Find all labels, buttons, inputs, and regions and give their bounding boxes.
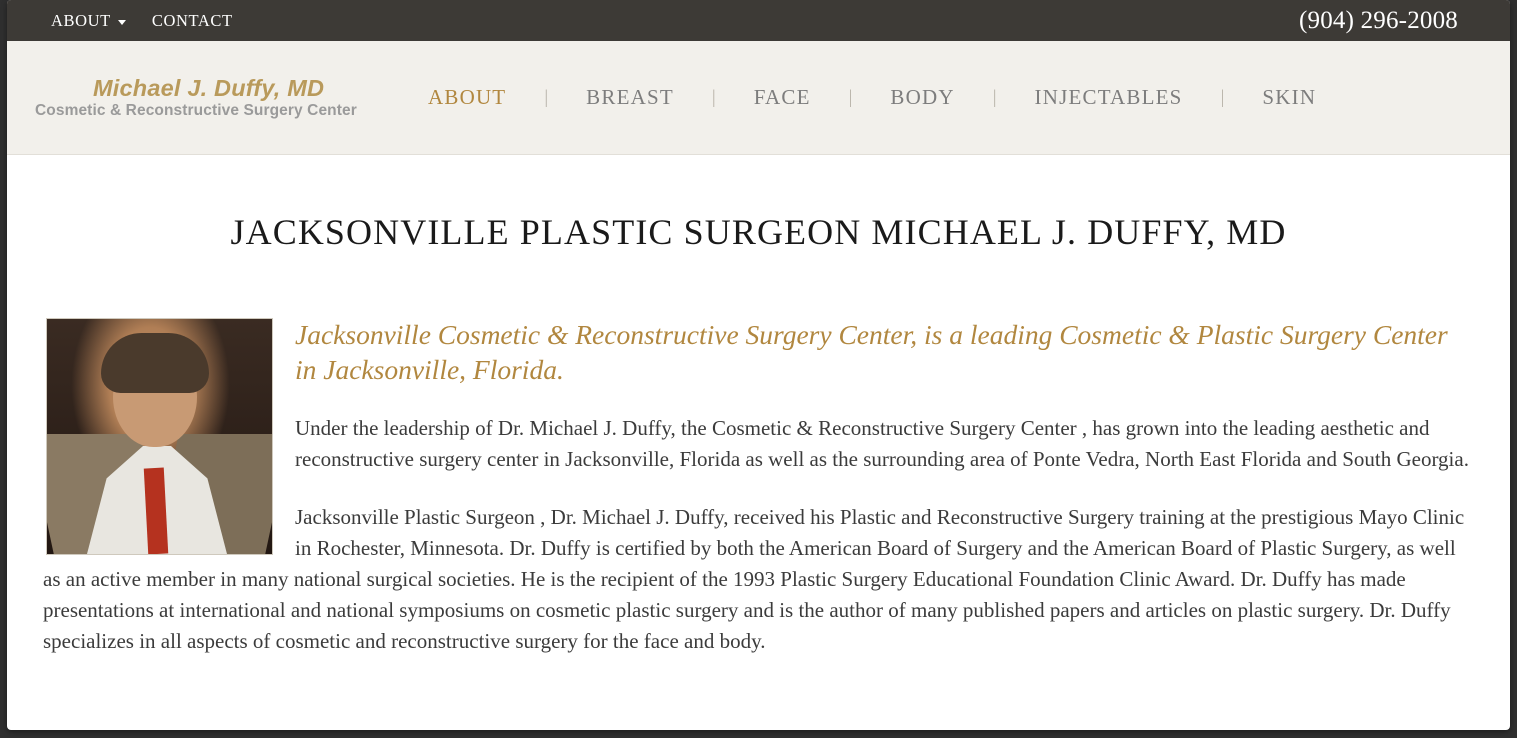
main-navigation — [426, 85, 1318, 110]
nav-item-face[interactable]: FACE — [753, 85, 811, 109]
utility-link-contact-label: CONTACT — [151, 10, 233, 30]
doctor-portrait-image — [46, 318, 273, 555]
body-paragraph-2: Jacksonville Plastic Surgeon , Dr. Michael J. Duffy, received his Plastic and Reconstructive Surgery training at the prestigious Mayo Clinic in Rochester, Minnesota. Dr. Duffy is certified by both the American Board of Surgery and the American Board of Plastic Surgery, as well as an active member in many national surgical societies. He is the recipient of the 1993 Plastic Surgery Educational Foundation Clinic Award. Dr. Duffy has made presentations at international and national symposiums on cosmetic plastic surgery and is the author of many published papers and articles on plastic surgery. Dr. Duffy specializes in all aspects of cosmetic and reconstructive surgery for the face and body. — [43, 504, 1465, 653]
logo-subtitle: Cosmetic & Reconstructive Surgery Center — [35, 101, 357, 119]
nav-separator: | — [711, 86, 716, 108]
nav-item-breast[interactable]: BREAST — [586, 85, 674, 109]
page-title: JACKSONVILLE PLASTIC SURGEON MICHAEL J. DUFFY, MD — [230, 212, 1287, 252]
nav-item-about[interactable]: ABOUT — [428, 85, 507, 109]
site-header — [7, 41, 1510, 155]
portrait-detail — [101, 333, 209, 393]
site-logo[interactable] — [35, 76, 380, 119]
utility-bar — [7, 0, 1510, 41]
utility-link-contact[interactable] — [152, 11, 233, 31]
utility-link-about-label: ABOUT — [51, 10, 111, 30]
phone-number[interactable]: (904) 296-2008 — [1298, 6, 1458, 34]
bio-section — [43, 317, 1474, 657]
utility-nav — [51, 11, 233, 31]
nav-separator: | — [1220, 86, 1225, 108]
logo-name: Michael J. Duffy, MD — [93, 75, 325, 102]
utility-link-about[interactable] — [51, 11, 126, 31]
website-page — [7, 0, 1510, 730]
nav-separator: | — [544, 86, 549, 108]
nav-item-injectables[interactable]: INJECTABLES — [1034, 85, 1183, 109]
body-paragraph-1: Under the leadership of Dr. Michael J. Duffy, the Cosmetic & Reconstructive Surgery Center , has grown into the leading aesthetic and reconstructive surgery center in Jacksonville, Florida as well as the surrounding area of Ponte Vedra, North East Florida and South Georgia. — [295, 416, 1469, 472]
main-content — [7, 211, 1510, 657]
lead-paragraph: Jacksonville Cosmetic & Reconstructive Surgery Center, is a leading Cosmetic & Plastic Surgery Center in Jacksonville, Florida. — [295, 319, 1448, 386]
nav-item-skin[interactable]: SKIN — [1262, 85, 1317, 109]
nav-item-body[interactable]: BODY — [890, 85, 955, 109]
nav-separator: | — [992, 86, 997, 108]
chevron-down-icon — [118, 20, 126, 25]
nav-separator: | — [848, 86, 853, 108]
